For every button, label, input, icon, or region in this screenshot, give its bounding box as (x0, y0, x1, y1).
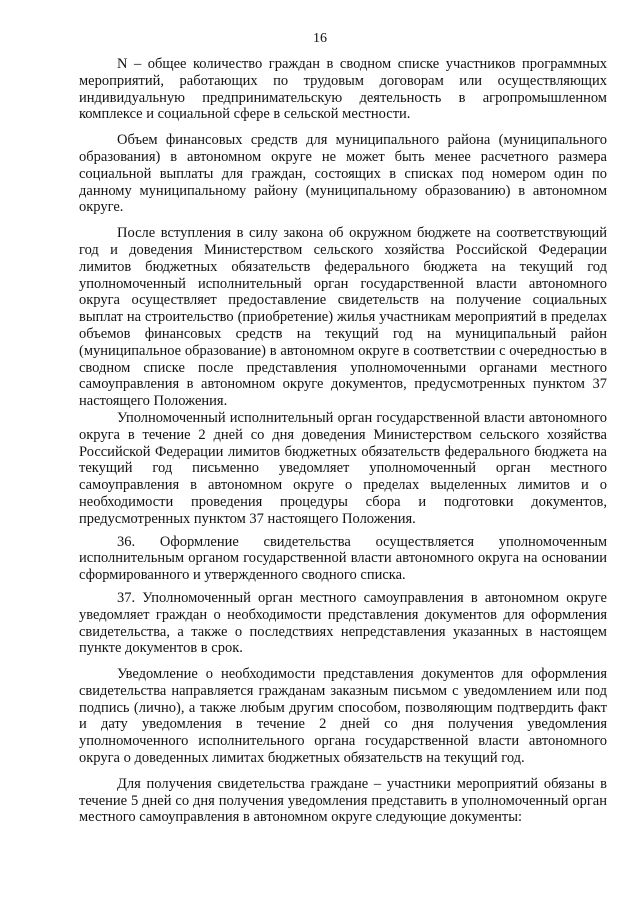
paragraph-limits-notification: Уполномоченный исполнительный орган государственной власти автономного округа в течение 2 дней со дня доведения Министерством сельского хозяйства Российской Федерации лимитов бюджетных обязательств федерального бюджета на текущий год письменно уведомляет уполномоченный орган местного самоуправления в автономном округе о пределах выделенных лимитов и о необходимости проведения процедуры сбора и подготовки документов, предусмотренных пунктом 37 настоящего Положения. (79, 409, 607, 527)
paragraph-required-documents: Для получения свидетельства граждане – участники мероприятий обязаны в течение 5 дней со дня получения уведомления представить в уполномоченный орган местного самоуправления в автономном округе следующие документы: (79, 775, 607, 826)
document-body (79, 56, 607, 826)
paragraph-certificate-provision: После вступления в силу закона об окружном бюджете на соответствующий год и доведения Министерством сельского хозяйства Российской Федерации лимитов бюджетных обязательств федерального бюджета на текущий год уполномоченный исполнительный орган государственной власти автономного округа осуществляет предоставление свидетельств на получение социальных выплат на строительство (приобретение) жилья участникам мероприятий в пределах объемов финансовых средств на текущий год на муниципальный район (муниципальное образование) в автономном округе в соответствии с очередностью в сводном списке после представления уполномоченными органами местного самоуправления в автономном округе документов, предусмотренных пунктом 37 настоящего Положения. (79, 225, 607, 410)
page-number: 16 (313, 31, 327, 46)
paragraph-item-36: 36. Оформление свидетельства осуществляется уполномоченным исполнительным органом государственной власти автономного округа на основании сформированного и утвержденного сводного списка. (79, 533, 607, 584)
paragraph-financial-volume: Объем финансовых средств для муниципального района (муниципального образования) в автономном округе не может быть менее расчетного размера социальной выплаты для граждан, состоящих в списках под номером один по данному муниципальному району (муниципальному образованию) в автономном округе. (79, 132, 607, 216)
paragraph-n-definition: N – общее количество граждан в сводном списке участников программных мероприятий, работающих по трудовым договорам или осуществляющих индивидуальную предпринимательскую деятельность в агропромышленном комплексе и социальной сфере в сельской местности. (79, 56, 607, 123)
paragraph-item-37: 37. Уполномоченный орган местного самоуправления в автономном округе уведомляет граждан о необходимости представления документов для оформления свидетельства, а также о последствиях непредставления указанных в настоящем пункте документов в срок. (79, 589, 607, 657)
paragraph-notification-delivery: Уведомление о необходимости представления документов для оформления свидетельства направляется гражданам заказным письмом с уведомлением или под подпись (лично), а также любым другим способом, позволяющим подтвердить факт и дату уведомления в течение 2 дней со дня получения уведомления уполномоченного исполнительного органа государственной власти автономного округа о доведенных лимитах бюджетных обязательств на текущий год. (79, 666, 607, 767)
